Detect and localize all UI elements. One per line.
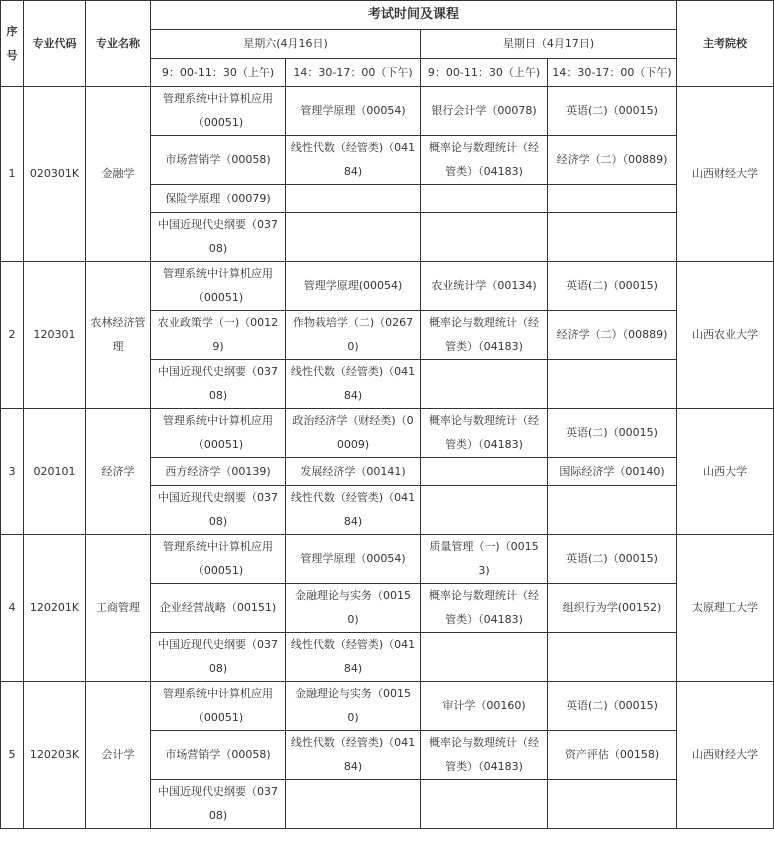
course-cell: 市场营销学（00058) xyxy=(151,731,286,780)
course-cell: 农业政策学（一)（00129) xyxy=(151,311,286,360)
course-cell: 概率论与数理统计（经管类）（04183) xyxy=(421,136,548,185)
course-cell: 管理学原理(00054) xyxy=(286,262,421,311)
course-cell: 发展经济学（00141) xyxy=(286,458,421,486)
course-cell xyxy=(548,780,677,829)
major-name: 经济学 xyxy=(86,409,151,535)
table-row xyxy=(1,262,774,311)
course-cell: 中国近现代史纲要（03708) xyxy=(151,486,286,535)
major-code: 020101 xyxy=(24,409,86,535)
table-row xyxy=(1,682,774,731)
course-cell: 管理学原理（00054) xyxy=(286,535,421,584)
course-cell: 管理系统中计算机应用（00051) xyxy=(151,87,286,136)
host-school: 山西农业大学 xyxy=(677,262,774,409)
header-host-school: 主考院校 xyxy=(677,1,774,87)
course-cell: 线性代数（经管类)（04184) xyxy=(286,136,421,185)
course-cell: 金融理论与实务（00150) xyxy=(286,584,421,633)
course-cell xyxy=(421,360,548,409)
host-school: 山西大学 xyxy=(677,409,774,535)
major-name: 金融学 xyxy=(86,87,151,262)
course-cell: 企业经营战略（00151) xyxy=(151,584,286,633)
course-cell: 市场营销学（00058) xyxy=(151,136,286,185)
course-cell xyxy=(286,780,421,829)
table-body xyxy=(1,87,774,829)
course-cell: 国际经济学（00140) xyxy=(548,458,677,486)
course-cell: 管理系统中计算机应用（00051) xyxy=(151,682,286,731)
table-row xyxy=(1,409,774,458)
major-name: 农林经济管理 xyxy=(86,262,151,409)
major-code: 020301K xyxy=(24,87,86,262)
major-seq: 1 xyxy=(1,87,24,262)
host-school: 太原理工大学 xyxy=(677,535,774,682)
course-cell: 质量管理（一)（00153) xyxy=(421,535,548,584)
host-school: 山西财经大学 xyxy=(677,682,774,829)
course-cell: 银行会计学（00078) xyxy=(421,87,548,136)
course-cell xyxy=(548,213,677,262)
course-cell: 资产评估（00158) xyxy=(548,731,677,780)
course-cell: 概率论与数理统计（经管类）（04183) xyxy=(421,731,548,780)
course-cell: 线性代数（经管类)（04184) xyxy=(286,633,421,682)
course-cell: 管理学原理（00054) xyxy=(286,87,421,136)
header-time-slot: 9：00-11：30（上午) xyxy=(151,59,286,87)
course-cell: 概率论与数理统计（经管类）（04183) xyxy=(421,584,548,633)
major-name: 工商管理 xyxy=(86,535,151,682)
major-seq: 2 xyxy=(1,262,24,409)
header-day-saturday: 星期六(4月16日) xyxy=(151,30,421,59)
major-code: 120301 xyxy=(24,262,86,409)
course-cell: 审计学（00160) xyxy=(421,682,548,731)
header-day-sunday: 星期日（4月17日) xyxy=(421,30,677,59)
course-cell: 中国近现代史纲要（03708) xyxy=(151,780,286,829)
course-cell: 政治经济学（财经类)（00009) xyxy=(286,409,421,458)
course-cell: 中国近现代史纲要（03708) xyxy=(151,360,286,409)
course-cell xyxy=(421,213,548,262)
major-code: 120203K xyxy=(24,682,86,829)
header-major-code: 专业代码 xyxy=(24,1,86,87)
course-cell: 经济学（二）（00889) xyxy=(548,136,677,185)
course-cell xyxy=(421,185,548,213)
course-cell: 金融理论与实务（00150) xyxy=(286,682,421,731)
header-time-slot: 14：30-17：00（下午) xyxy=(286,59,421,87)
course-cell: 农业统计学（00134) xyxy=(421,262,548,311)
header-time-slot: 9：00-11：30（上午) xyxy=(421,59,548,87)
course-cell: 管理系统中计算机应用（00051) xyxy=(151,409,286,458)
course-cell: 组织行为学(00152) xyxy=(548,584,677,633)
course-cell: 线性代数（经管类)（04184) xyxy=(286,486,421,535)
course-cell: 中国近现代史纲要（03708) xyxy=(151,633,286,682)
course-cell: 保险学原理（00079) xyxy=(151,185,286,213)
course-cell: 管理系统中计算机应用（00051) xyxy=(151,535,286,584)
course-cell xyxy=(421,458,548,486)
major-code: 120201K xyxy=(24,535,86,682)
course-cell: 线性代数（经管类)（04184) xyxy=(286,731,421,780)
course-cell xyxy=(548,486,677,535)
course-cell: 经济学（二）（00889) xyxy=(548,311,677,360)
course-cell xyxy=(421,633,548,682)
course-cell: 英语(二)（00015) xyxy=(548,87,677,136)
header-major-name: 专业名称 xyxy=(86,1,151,87)
course-cell: 英语(二)（00015) xyxy=(548,535,677,584)
course-cell xyxy=(286,185,421,213)
course-cell: 西方经济学（00139) xyxy=(151,458,286,486)
course-cell xyxy=(548,185,677,213)
course-cell: 概率论与数理统计（经管类）（04183) xyxy=(421,311,548,360)
header-exam-title: 考试时间及课程 xyxy=(151,1,677,30)
course-cell: 线性代数（经管类)（04184) xyxy=(286,360,421,409)
host-school: 山西财经大学 xyxy=(677,87,774,262)
header-time-slot: 14：30-17：00（下午) xyxy=(548,59,677,87)
major-seq: 5 xyxy=(1,682,24,829)
course-cell: 中国近现代史纲要（03708) xyxy=(151,213,286,262)
course-cell xyxy=(421,486,548,535)
major-seq: 3 xyxy=(1,409,24,535)
course-cell: 管理系统中计算机应用（00051) xyxy=(151,262,286,311)
table-row xyxy=(1,535,774,584)
table-row xyxy=(1,87,774,136)
course-cell: 英语(二)（00015) xyxy=(548,262,677,311)
course-cell xyxy=(548,633,677,682)
course-cell: 概率论与数理统计（经管类）（04183) xyxy=(421,409,548,458)
course-cell: 作物栽培学（二)（02670) xyxy=(286,311,421,360)
header-seq: 序号 xyxy=(1,1,24,87)
course-cell xyxy=(548,360,677,409)
course-cell xyxy=(286,213,421,262)
course-cell: 英语(二)（00015) xyxy=(548,409,677,458)
course-cell xyxy=(421,780,548,829)
major-seq: 4 xyxy=(1,535,24,682)
major-name: 会计学 xyxy=(86,682,151,829)
course-cell: 英语(二)（00015) xyxy=(548,682,677,731)
